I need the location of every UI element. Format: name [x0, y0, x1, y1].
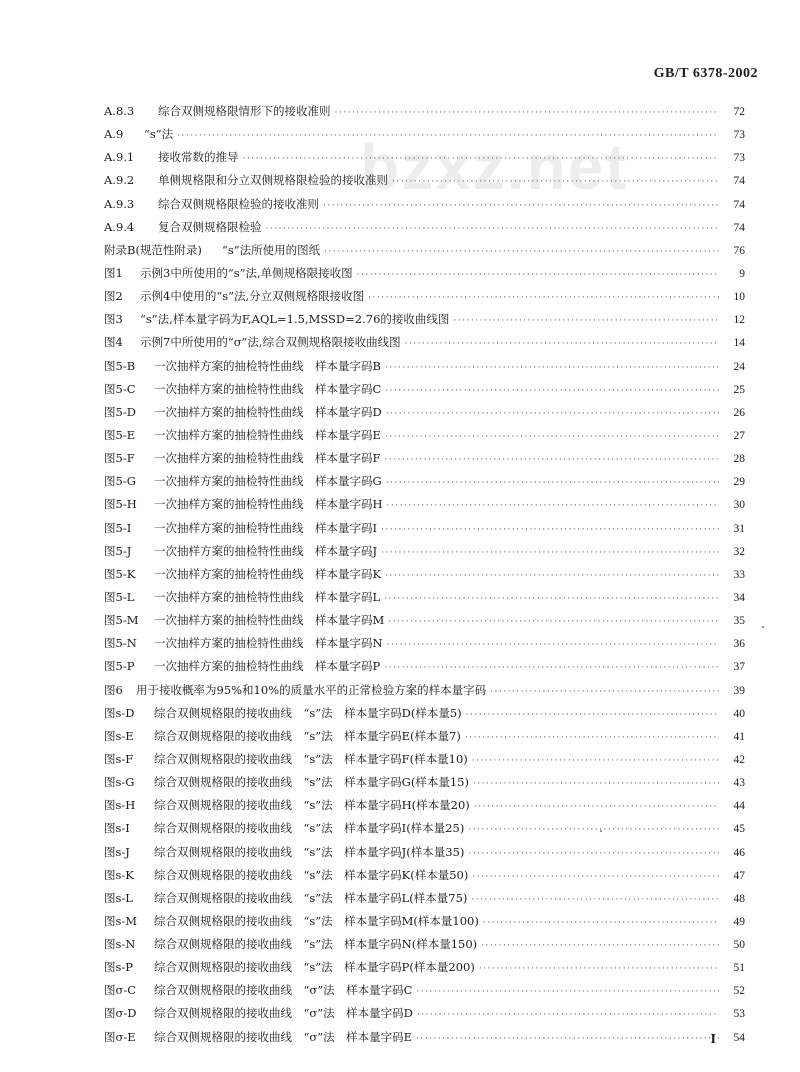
toc-entry[interactable]: [104, 841, 745, 864]
toc-page-number: 48: [733, 892, 745, 905]
toc-title: 一次抽样方案的抽检特性曲线 样本量字码P: [154, 659, 381, 674]
toc-page-number: 74: [733, 198, 745, 211]
toc-entry[interactable]: [104, 794, 745, 817]
toc-entry[interactable]: [104, 193, 745, 216]
toc-page-number: 42: [733, 753, 745, 766]
toc-page-number: 39: [733, 684, 745, 697]
toc-entry[interactable]: [104, 771, 745, 794]
toc-label: 图s-I: [104, 821, 130, 836]
toc-label: 图4: [104, 335, 123, 350]
toc-entry[interactable]: [104, 563, 745, 586]
toc-page-number: 46: [733, 846, 745, 859]
toc-entry[interactable]: [104, 609, 745, 632]
toc-title: 一次抽样方案的抽检特性曲线 样本量字码B: [154, 358, 381, 373]
toc-label: 图5-P: [104, 659, 135, 674]
toc-title: 一次抽样方案的抽检特性曲线 样本量字码G: [154, 474, 382, 489]
toc-entry[interactable]: [104, 632, 745, 655]
toc-dot-leader: [468, 843, 719, 864]
toc-label: 图5-B: [104, 358, 136, 373]
toc-label: 图5-F: [104, 451, 135, 466]
toc-page-number: 36: [733, 638, 745, 651]
toc-title: 综合双侧规格限情形下的接收准则: [158, 104, 331, 118]
toc-page-number: 47: [733, 869, 745, 882]
toc-dot-leader: [385, 380, 719, 401]
toc-title: 综合双侧规格限的接收曲线 “s”法 样本量字码I(样本量25): [154, 821, 465, 836]
toc-label: 图s-M: [104, 913, 138, 928]
toc-dot-leader: [392, 171, 719, 192]
toc-page-number: 41: [733, 730, 745, 743]
toc-label: 图s-K: [104, 867, 134, 882]
toc-page-number: 73: [733, 152, 745, 165]
toc-dot-leader: [385, 565, 719, 586]
toc-entry[interactable]: [104, 262, 745, 285]
toc-dot-leader: [416, 981, 719, 1002]
toc-entry[interactable]: [104, 100, 745, 123]
toc-dot-leader: [177, 125, 719, 146]
toc-page-number: 27: [733, 429, 745, 442]
toc-dot-leader: [385, 426, 719, 447]
toc-title: 示例7中所使用的“σ”法,综合双侧规格限接收曲线图: [140, 335, 401, 350]
toc-title: 综合双侧规格限的接收曲线 “s”法 样本量字码F(样本量10): [154, 751, 468, 766]
toc-page-number: 34: [733, 591, 745, 604]
toc-entry[interactable]: [104, 123, 745, 146]
toc-label: 图s-G: [104, 775, 135, 790]
table-of-contents: [0, 100, 800, 1049]
toc-title: 综合双侧规格限的接收曲线 “σ”法 样本量字码D: [154, 1006, 413, 1021]
toc-dot-leader: [324, 241, 719, 262]
toc-dot-leader: [243, 148, 720, 169]
toc-label: 图s-F: [104, 751, 134, 766]
toc-label: 图s-J: [104, 844, 130, 859]
toc-page-number: 72: [733, 106, 745, 118]
toc-label: 图σ-E: [104, 1029, 136, 1044]
toc-title: 综合双侧规格限的接收曲线 “s”法 样本量字码L(样本量75): [154, 890, 468, 905]
toc-entry[interactable]: [104, 864, 745, 887]
toc-label: 图σ-C: [104, 983, 137, 998]
toc-title: 接收常数的推导: [158, 150, 239, 165]
toc-title: “s”法,样本量字码为F,AQL=1.5,MSSD=2.76的接收曲线图: [140, 312, 450, 327]
toc-entry[interactable]: [104, 933, 745, 956]
toc-dot-leader: [368, 287, 719, 308]
toc-page-number: 10: [733, 291, 745, 304]
toc-page-number: 76: [733, 244, 745, 257]
toc-label: 图5-M: [104, 613, 139, 628]
toc-page-number: 26: [733, 406, 745, 419]
toc-label: 图5-N: [104, 636, 137, 651]
toc-entry[interactable]: [104, 655, 745, 678]
toc-entry[interactable]: [104, 447, 745, 470]
toc-dot-leader: [384, 657, 719, 678]
toc-dot-leader: [473, 773, 719, 794]
toc-label: 附录B(规范性附录): [104, 242, 202, 257]
toc-entry[interactable]: [104, 1026, 745, 1049]
toc-title: 示例4中使用的“s”法,分立双侧规格限接收图: [140, 289, 365, 304]
toc-title: 一次抽样方案的抽检特性曲线 样本量字码E: [154, 427, 381, 442]
toc-label: 图5-J: [104, 543, 132, 558]
toc-page-number: 45: [733, 823, 745, 836]
toc-page-number: 50: [733, 939, 745, 952]
toc-page-number: 52: [733, 985, 745, 998]
toc-entry[interactable]: [104, 725, 745, 748]
toc-title: 综合双侧规格限的接收曲线 “s”法 样本量字码G(样本量15): [154, 775, 469, 790]
toc-dot-leader: [479, 958, 719, 979]
toc-title: 综合双侧规格限的接收曲线 “s”法 样本量字码N(样本量150): [154, 937, 478, 952]
toc-page-number: 29: [733, 476, 745, 489]
toc-title: 综合双侧规格限的接收曲线 “s”法 样本量字码K(样本量50): [154, 867, 469, 882]
toc-title: 一次抽样方案的抽检特性曲线 样本量字码D: [154, 404, 382, 419]
toc-entry[interactable]: [104, 817, 745, 840]
toc-title: 一次抽样方案的抽检特性曲线 样本量字码M: [154, 613, 385, 628]
toc-label: 图s-N: [104, 937, 136, 952]
toc-label: 图σ-D: [104, 1006, 137, 1021]
toc-title: 综合双侧规格限的接收曲线 “σ”法 样本量字码C: [154, 983, 413, 998]
toc-label: 图5-I: [104, 520, 132, 535]
toc-entry[interactable]: [104, 702, 745, 725]
toc-dot-leader: [481, 935, 719, 956]
toc-page-number: 73: [733, 129, 745, 142]
toc-dot-leader: [384, 588, 719, 609]
toc-page-number: 35: [733, 615, 745, 628]
toc-dot-leader: [417, 1004, 719, 1025]
toc-title: 综合双侧规格限的接收曲线 “s”法 样本量字码M(样本量100): [154, 913, 479, 928]
toc-dot-leader: [386, 472, 719, 493]
page-number: I: [710, 1032, 716, 1047]
toc-dot-leader: [468, 819, 719, 840]
watermark: bzxz.net: [360, 131, 629, 203]
toc-entry[interactable]: [104, 424, 745, 447]
toc-dot-leader: [416, 1028, 719, 1049]
toc-page-number: 33: [733, 568, 745, 581]
toc-page-number: 74: [733, 175, 745, 188]
toc-title: 一次抽样方案的抽检特性曲线 样本量字码K: [154, 566, 382, 581]
toc-dot-leader: [384, 449, 719, 470]
toc-dot-leader: [472, 750, 719, 771]
toc-title: 复合双侧规格限检验: [158, 219, 262, 234]
standard-number-header: GB/T 6378-2002: [653, 66, 758, 81]
toc-page-number: 30: [733, 499, 745, 512]
toc-dot-leader: [387, 495, 719, 516]
toc-entry[interactable]: [104, 517, 745, 540]
toc-label: 图s-H: [104, 798, 136, 813]
toc-entry[interactable]: [104, 748, 745, 771]
toc-entry[interactable]: [104, 1002, 745, 1025]
toc-title: 综合双侧规格限的接收曲线 “s”法 样本量字码D(样本量5): [154, 705, 462, 720]
toc-page-number: 43: [733, 777, 745, 790]
toc-title: 综合双侧规格限的接收曲线 “s”法 样本量字码P(样本量200): [154, 960, 475, 975]
toc-title: 一次抽样方案的抽检特性曲线 样本量字码H: [154, 497, 383, 512]
toc-entry[interactable]: [104, 239, 745, 262]
toc-label: 图s-E: [104, 728, 134, 743]
toc-page-number: 51: [733, 962, 745, 975]
toc-dot-leader: [388, 611, 719, 632]
toc-title: 用于接收概率为95%和10%的质量水平的正常检验方案的样本量字码: [136, 682, 487, 697]
toc-dot-leader: [323, 195, 719, 216]
toc-entry[interactable]: [104, 910, 745, 933]
toc-page-number: 9: [739, 267, 745, 280]
toc-entry[interactable]: [104, 540, 745, 563]
toc-page-number: 37: [733, 661, 745, 674]
toc-dot-leader: [405, 333, 719, 354]
toc-entry[interactable]: [104, 586, 745, 609]
toc-label: 图5-D: [104, 404, 136, 419]
toc-page-number: 12: [733, 314, 745, 327]
toc-label: 图1: [104, 265, 123, 280]
toc-title: 综合双侧规格限的接收曲线 “σ”法 样本量字码E: [154, 1029, 413, 1044]
toc-dot-leader: [474, 796, 719, 817]
toc-dot-leader: [483, 912, 719, 933]
toc-entry[interactable]: [104, 887, 745, 910]
toc-entry[interactable]: [104, 493, 745, 516]
toc-dot-leader: [381, 542, 719, 563]
toc-page-number: 25: [733, 383, 745, 396]
toc-title: 综合双侧规格限的接收曲线 “s”法 样本量字码E(样本量7): [154, 728, 461, 743]
toc-label: A.9.1: [104, 150, 135, 165]
toc-page-number: 32: [733, 545, 745, 558]
toc-title: 一次抽样方案的抽检特性曲线 样本量字码J: [154, 543, 378, 558]
toc-label: 图s-L: [104, 890, 133, 905]
toc-label: A.9: [104, 127, 124, 142]
toc-label: A.9.3: [104, 196, 135, 211]
toc-page-number: 24: [733, 360, 745, 373]
toc-entry[interactable]: [104, 378, 745, 401]
toc-dot-leader: [453, 310, 719, 331]
toc-dot-leader: [387, 634, 719, 655]
toc-title: 一次抽样方案的抽检特性曲线 样本量字码N: [154, 636, 383, 651]
toc-label: 图3: [104, 312, 123, 327]
toc-page-number: 14: [733, 337, 745, 350]
toc-entry[interactable]: [104, 169, 745, 192]
toc-label: A.9.2: [104, 173, 135, 188]
toc-title: “s”法: [144, 127, 174, 142]
toc-entry[interactable]: [104, 308, 745, 331]
toc-entry[interactable]: [104, 355, 745, 378]
toc-dot-leader: [357, 264, 719, 285]
toc-page-number: 31: [733, 522, 745, 535]
toc-dot-leader: [266, 218, 720, 239]
toc-title: 示例3中所使用的“s”法,单侧规格限接收图: [140, 265, 353, 280]
toc-title: 综合双侧规格限的接收曲线 “s”法 样本量字码J(样本量35): [154, 844, 465, 859]
toc-dot-leader: [465, 727, 719, 748]
toc-label: 图6: [104, 682, 123, 697]
toc-page-number: 54: [733, 1031, 745, 1044]
toc-label: 图2: [104, 289, 123, 304]
toc-title: “s”法所使用的图纸: [222, 242, 321, 257]
toc-page-number: 49: [733, 915, 745, 928]
toc-entry[interactable]: [104, 956, 745, 979]
toc-label: A.9.4: [104, 219, 135, 234]
toc-dot-leader: [466, 704, 719, 725]
toc-page-number: 44: [733, 800, 745, 813]
toc-page-number: 40: [733, 707, 745, 720]
toc-entry[interactable]: [104, 146, 745, 169]
toc-label: 图5-H: [104, 497, 137, 512]
toc-page-number: 28: [733, 453, 745, 466]
toc-label: 图5-C: [104, 381, 136, 396]
toc-entry[interactable]: [104, 679, 745, 702]
toc-entry[interactable]: [104, 979, 745, 1002]
toc-entry[interactable]: [104, 331, 745, 354]
toc-label: 图5-E: [104, 427, 136, 442]
toc-label: 图5-L: [104, 589, 135, 604]
toc-dot-leader: [490, 681, 719, 702]
toc-label: 图s-P: [104, 960, 134, 975]
toc-page-number: 53: [733, 1008, 745, 1021]
toc-title: 综合双侧规格限检验的接收准则: [158, 196, 319, 211]
toc-dot-leader: [471, 889, 719, 910]
toc-title: 单侧规格限和分立双侧规格限检验的接收准则: [158, 173, 388, 188]
toc-dot-leader: [385, 357, 719, 378]
toc-title: 一次抽样方案的抽检特性曲线 样本量字码F: [154, 451, 381, 466]
toc-page-number: 74: [733, 221, 745, 234]
toc-entry[interactable]: [104, 216, 745, 239]
toc-entry[interactable]: [104, 470, 745, 493]
toc-label: A.8.3: [104, 104, 135, 118]
toc-dot-leader: [335, 102, 720, 123]
toc-title: 一次抽样方案的抽检特性曲线 样本量字码C: [154, 381, 382, 396]
toc-label: 图5-K: [104, 566, 136, 581]
toc-title: 综合双侧规格限的接收曲线 “s”法 样本量字码H(样本量20): [154, 798, 470, 813]
toc-entry[interactable]: [104, 285, 745, 308]
toc-label: 图5-G: [104, 474, 136, 489]
toc-dot-leader: [386, 403, 719, 424]
toc-dot-leader: [381, 519, 719, 540]
toc-title: 一次抽样方案的抽检特性曲线 样本量字码L: [154, 589, 381, 604]
toc-title: 一次抽样方案的抽检特性曲线 样本量字码I: [154, 520, 378, 535]
toc-dot-leader: [472, 866, 719, 887]
toc-entry[interactable]: [104, 401, 745, 424]
toc-label: 图s-D: [104, 705, 135, 720]
